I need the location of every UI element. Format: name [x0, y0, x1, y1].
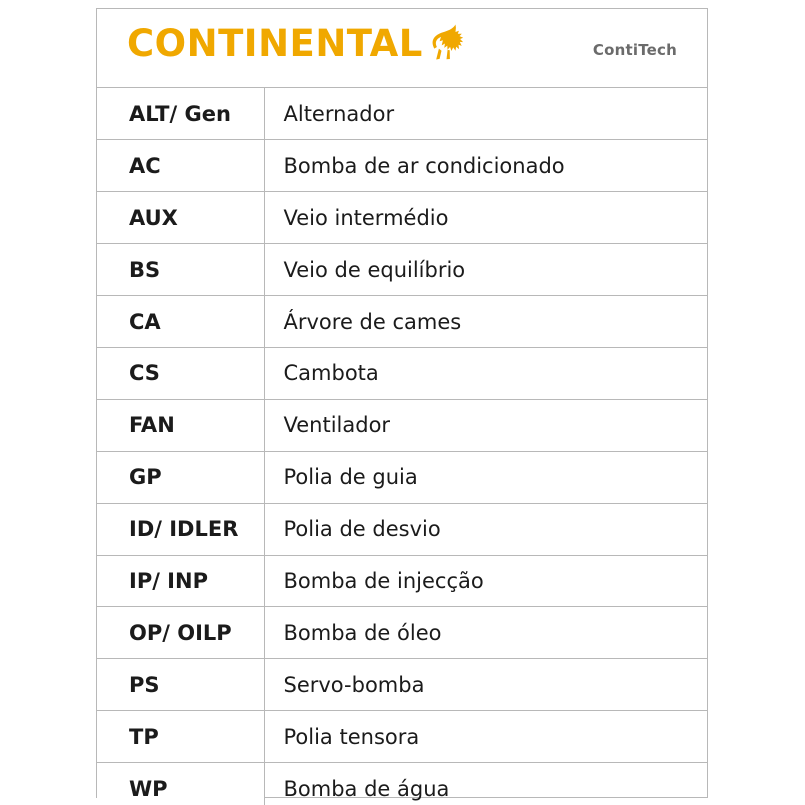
table-row — [97, 763, 707, 805]
row-code: CA — [97, 296, 264, 348]
row-description: Polia tensora — [264, 711, 707, 763]
row-description: Cambota — [264, 347, 707, 399]
row-code: OP/ OILP — [97, 607, 264, 659]
row-description: Veio intermédio — [264, 192, 707, 244]
abbreviation-table — [97, 88, 707, 805]
table-row — [97, 451, 707, 503]
row-description: Bomba de injecção — [264, 555, 707, 607]
row-description: Bomba de ar condicionado — [264, 140, 707, 192]
row-code: FAN — [97, 399, 264, 451]
table-row — [97, 555, 707, 607]
table-row — [97, 503, 707, 555]
table-row — [97, 399, 707, 451]
row-code: GP — [97, 451, 264, 503]
row-description: Alternador — [264, 88, 707, 140]
brand-header — [97, 9, 707, 88]
continental-wordmark: CONTINENTAL — [127, 22, 423, 65]
table-row — [97, 140, 707, 192]
table-row — [97, 296, 707, 348]
table-row — [97, 192, 707, 244]
row-description: Ventilador — [264, 399, 707, 451]
row-code: AUX — [97, 192, 264, 244]
row-code: BS — [97, 244, 264, 296]
row-description: Árvore de cames — [264, 296, 707, 348]
row-description: Servo-bomba — [264, 659, 707, 711]
horse-logo-icon — [425, 21, 467, 63]
row-code: ALT/ Gen — [97, 88, 264, 140]
continental-logo — [127, 22, 467, 65]
row-code: TP — [97, 711, 264, 763]
table-row — [97, 347, 707, 399]
contitech-wordmark: ContiTech — [592, 41, 677, 59]
row-code: AC — [97, 140, 264, 192]
table-row — [97, 659, 707, 711]
row-description: Veio de equilíbrio — [264, 244, 707, 296]
table-row — [97, 607, 707, 659]
row-description: Bomba de água — [283, 776, 450, 801]
row-description: Polia de desvio — [264, 503, 707, 555]
row-code: ID/ IDLER — [97, 503, 264, 555]
row-code: WP — [97, 763, 264, 805]
table-row — [97, 711, 707, 763]
table-row — [97, 88, 707, 140]
row-description: Polia de guia — [264, 451, 707, 503]
table-row — [97, 244, 707, 296]
row-description: Bomba de óleo — [264, 607, 707, 659]
row-code: PS — [97, 659, 264, 711]
row-code: IP/ INP — [97, 555, 264, 607]
legend-sheet — [96, 8, 708, 801]
row-code: CS — [97, 347, 264, 399]
